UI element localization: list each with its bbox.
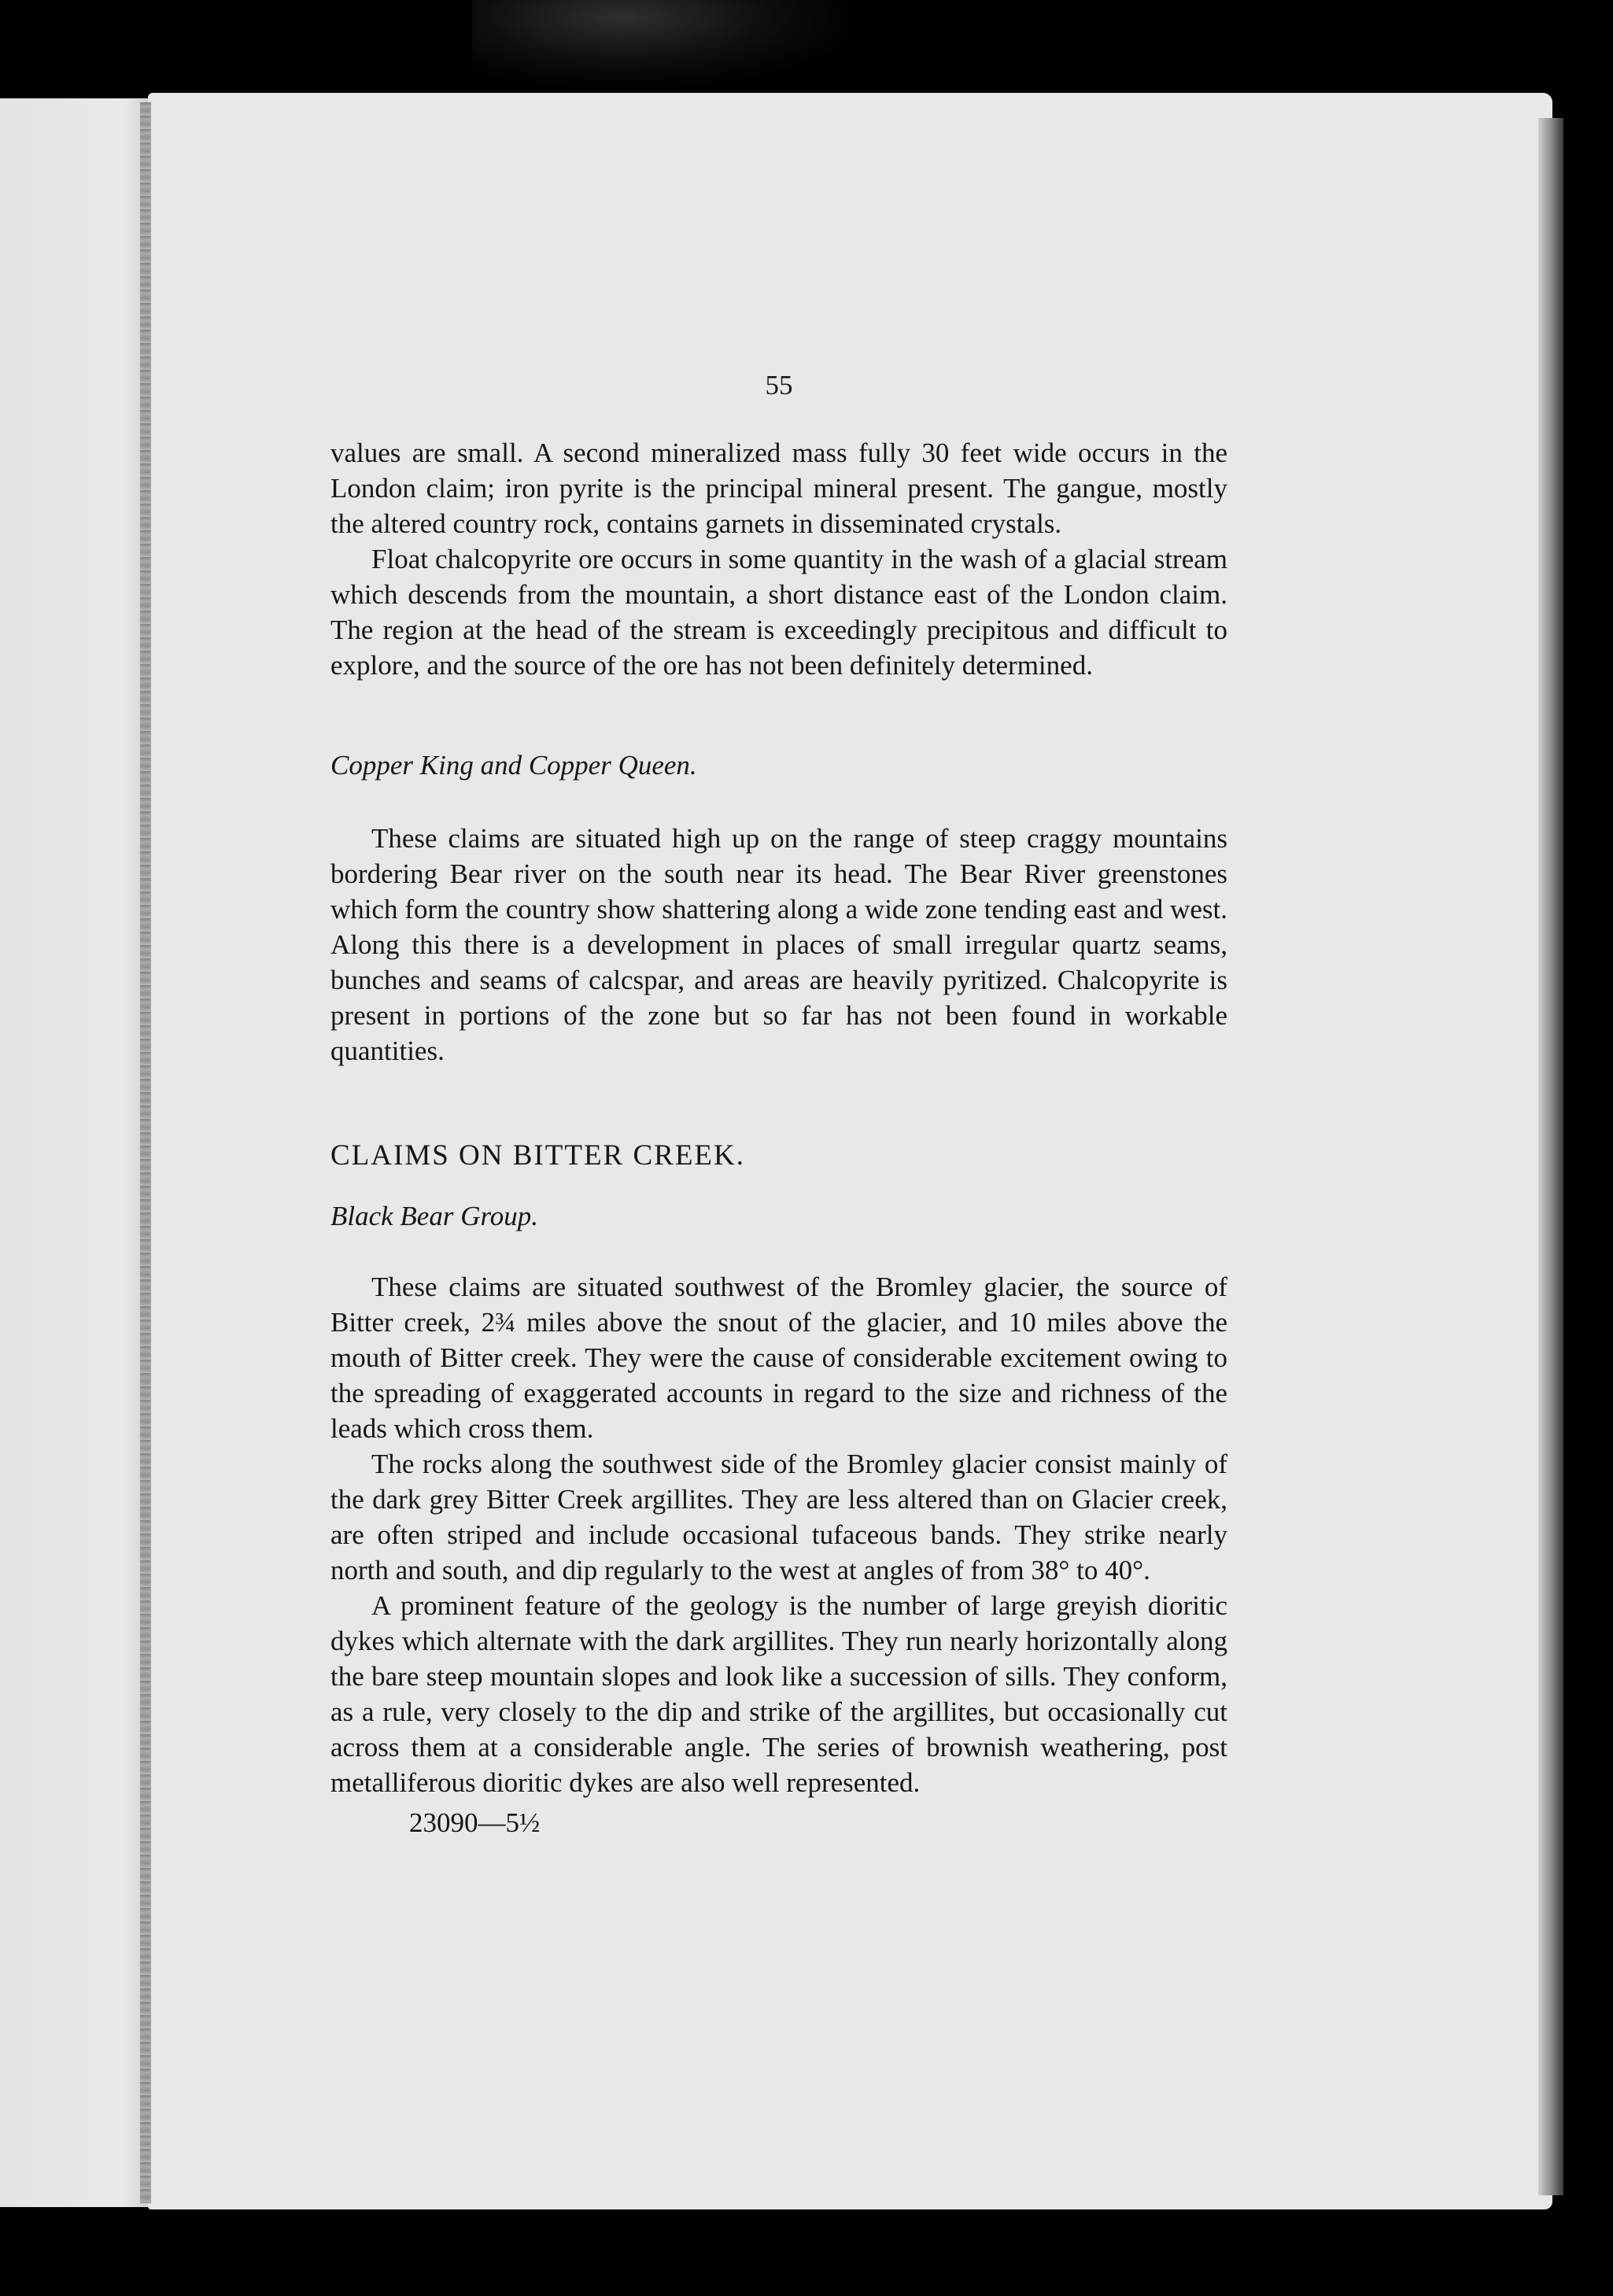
paragraph-rocks-bromley: The rocks along the southwest side of the Bromley glacier consist mainly of the dark grey Bitter Creek argillites. They are less altered than on Glacier creek, are often striped and include occasional tufaceous bands. They strike nearly north and south, and dip regularly to the west at angles of from 38° to 40°. xyxy=(330,1449,1227,1585)
signature-mark: 23090—5½ xyxy=(409,1807,541,1838)
paragraph-london-claim: values are small. A second mineralized mass fully 30 feet wide occurs in the London claim; iron pyrite is the principal mineral present. The gangue, mostly the altered country rock, contains garnets in disseminated crystals. xyxy=(330,437,1227,539)
scan-artifact xyxy=(472,0,850,87)
heading-copper-king: Copper King and Copper Queen. xyxy=(330,750,697,781)
paragraph-float-chalcopyrite: Float chalcopyrite ore occurs in some quantity in the wash of a glacial stream which descends from the mountain, a short distance east of the London claim. The region at the head of the stream is exceedingly precipitous and difficult to explore, and the source of the ore has not been definitely determined. xyxy=(330,544,1227,681)
paragraph-dioritic-dykes: A prominent feature of the geology is the number of large greyish dioritic dykes which alternate with the dark argillites. They run nearly horizontally along the bare steep mountain slopes and look like a succession of sills. They conform, as a rule, very closely to the dip and strike of the argillites, but occasionally cut across them at a considerable angle. The series of brownish weathering, post metalliferous dioritic dykes are also well represented. xyxy=(330,1590,1227,1798)
heading-black-bear-group: Black Bear Group. xyxy=(330,1201,539,1231)
page-number: 55 xyxy=(765,370,793,401)
page-right-edge xyxy=(1538,118,1563,2195)
heading-claims-bitter-creek: CLAIMS ON BITTER CREEK. xyxy=(330,1139,745,1172)
binding-spine xyxy=(140,102,151,2203)
body-text xyxy=(330,435,1227,1840)
paragraph-copper-claims: These claims are situated high up on the range of steep craggy mountains bordering Bear river on the south near its head. The Bear River greenstones which form the country show shattering along a wide zone tending east and west. Along this there is a development in places of small irregular quartz seams, bunches and seams of calcspar, and areas are heavily pyritized. Chalcopyrite is present in portions of the zone but so far has not been found in workable quantities. xyxy=(330,823,1227,1066)
paragraph-black-bear-location: These claims are situated southwest of the Bromley glacier, the source of Bitter creek, 2¾ miles above the snout of the glacier, and 10 miles above the mouth of Bitter creek. They were the cause of considerable excitement owing to the spreading of exaggerated accounts in regard to the size and richness of the leads which cross them. xyxy=(330,1272,1227,1444)
